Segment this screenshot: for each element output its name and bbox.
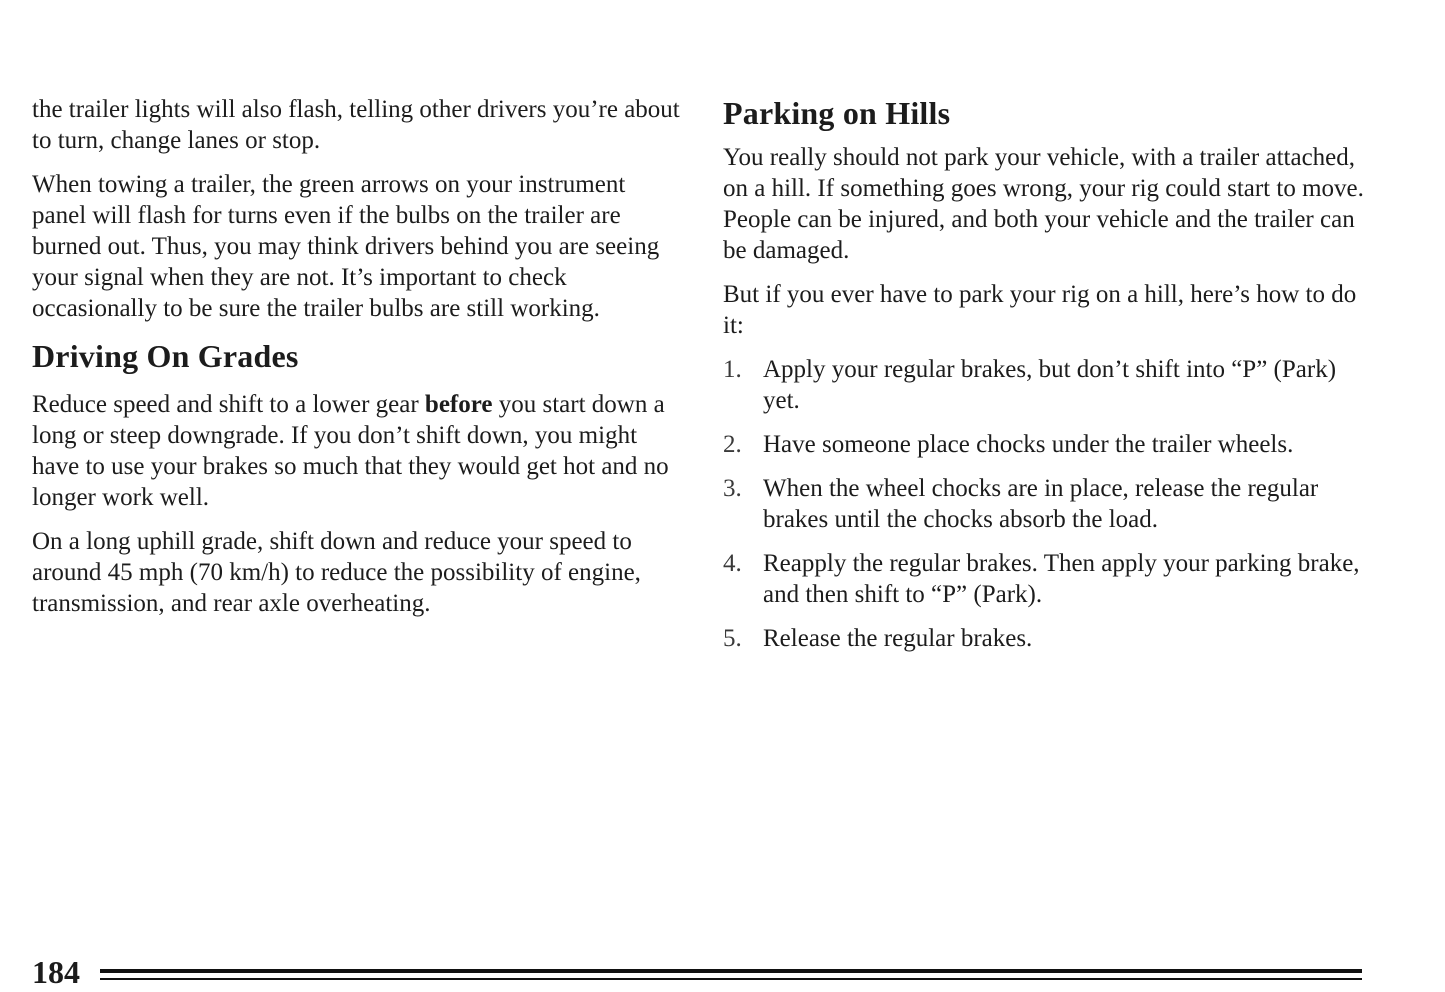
list-item [723,548,1373,610]
step-text: Release the regular brakes. [763,625,1033,652]
footer-rule-thin [100,978,1362,980]
step-text: When the wheel chocks are in place, release the regular brakes until the chocks absorb the load. [763,475,1319,533]
left-column [32,94,682,632]
step-number: 4. [723,550,742,577]
page-number: 184 [32,954,80,990]
downgrade-text-bold: before [424,391,493,418]
footer-rule [100,969,1362,973]
parking-steps-list [723,354,1373,654]
downgrade-text-start: Reduce speed and shift to a lower gear [32,391,425,418]
downgrade-paragraph [32,389,682,513]
step-number: 2. [723,431,742,458]
parking-on-hills-heading: Parking on Hills [723,95,951,131]
page-footer [32,952,1362,988]
step-text: Apply your regular brakes, but don’t shift into “P” (Park) yet. [763,356,1337,414]
list-item [723,354,1373,416]
trailer-lights-paragraph: the trailer lights will also flash, telling other drivers you’re about to turn, change lanes or stop. [32,96,680,154]
list-item [723,623,1373,654]
uphill-paragraph: On a long uphill grade, shift down and reduce your speed to around 45 mph (70 km/h) to reduce the possibility of engine, transmission, and rear axle overheating. [32,528,641,617]
parking-intro-paragraph: But if you ever have to park your rig on a hill, here’s how to do it: [723,281,1357,339]
step-text: Have someone place chocks under the trailer wheels. [763,431,1294,458]
towing-arrows-paragraph: When towing a trailer, the green arrows on your instrument panel will flash for turns even if the bulbs on the trailer are burned out. Thus, you may think drivers behind you are seeing your signal when they are not. It’s important to check occasionally to be sure the trailer bulbs are still working. [32,171,660,322]
step-number: 3. [723,475,742,502]
list-item [723,473,1373,535]
driving-on-grades-heading: Driving On Grades [32,338,299,374]
step-text: Reapply the regular brakes. Then apply your parking brake, and then shift to “P” (Park). [763,550,1360,608]
right-column [723,94,1373,667]
parking-warning-paragraph: You really should not park your vehicle, with a trailer attached, on a hill. If something goes wrong, your rig could start to move. People can be injured, and both your vehicle and the trailer can be damaged. [723,144,1364,264]
step-number: 5. [723,625,742,652]
list-item [723,429,1373,460]
step-number: 1. [723,356,742,383]
downgrade-text-end: you start down a long or steep downgrade. If you don’t shift down, you might have to use your brakes so much that they would get hot and no longer work well. [32,391,669,511]
